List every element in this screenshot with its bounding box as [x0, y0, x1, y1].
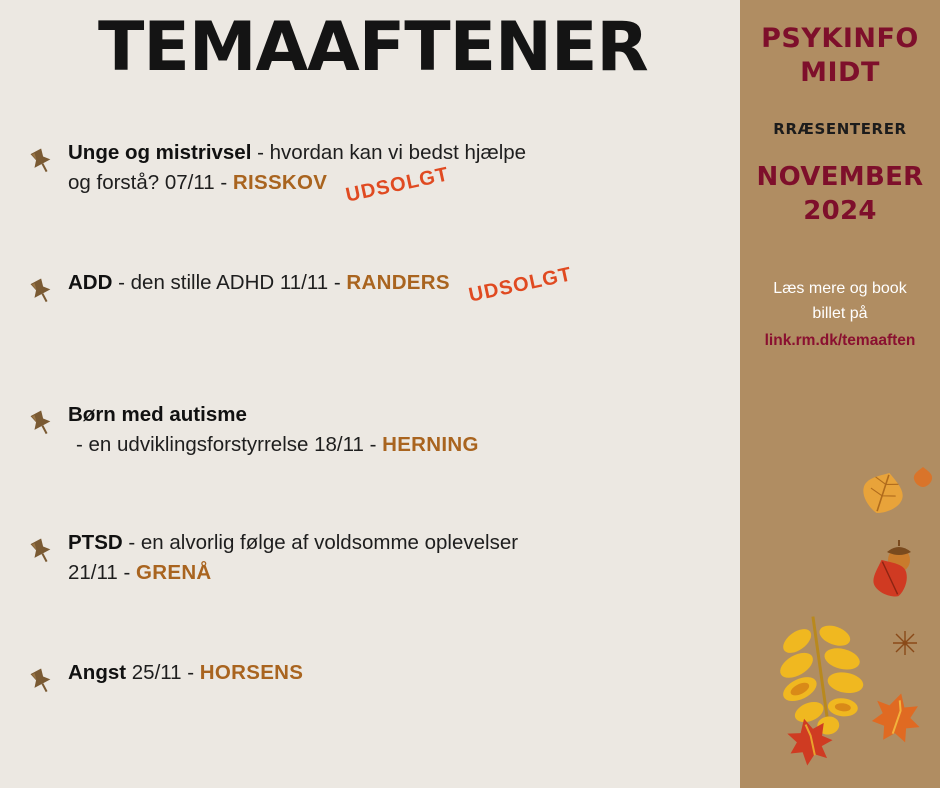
event-detail-cont: 21/11 -: [68, 561, 136, 584]
booking-link[interactable]: link.rm.dk/temaaften: [764, 332, 916, 349]
list-item: [0, 263, 740, 400]
event-title: Angst: [68, 661, 127, 684]
leaf-icon: [786, 716, 834, 771]
presents-label: RRÆSENTERER: [773, 120, 907, 138]
event-line-1: [68, 400, 730, 430]
booking-info: [740, 276, 940, 353]
list-item: [0, 528, 740, 658]
event-location: GRENÅ: [136, 561, 212, 584]
event-title: Børn med autisme: [68, 403, 247, 426]
leaf-icon: [912, 466, 934, 493]
year-label: 2024: [803, 196, 877, 226]
brand-line-1: PSYKINFO: [761, 23, 919, 54]
leaf-icon: [868, 690, 924, 751]
event-detail: - en alvorlig følge af voldsomme oplevelser: [122, 531, 519, 554]
sidebar: [740, 0, 940, 788]
date-block: [740, 160, 940, 228]
event-location: RANDERS: [346, 271, 450, 294]
event-list: [0, 138, 740, 738]
pushpin-icon: [26, 536, 56, 566]
event-location: HORSENS: [199, 661, 304, 684]
event-location: RISSKOV: [232, 171, 328, 194]
event-detail: - den stille ADHD 11/11 -: [112, 271, 347, 294]
pushpin-icon: [26, 666, 56, 696]
status-badge: UDSOLGT: [466, 263, 574, 307]
status-badge: UDSOLGT: [344, 163, 452, 207]
month-label: NOVEMBER: [756, 162, 924, 192]
event-detail-cont: - en udviklingsforstyrrelse 18/11 -: [76, 433, 383, 456]
list-item: [0, 658, 740, 738]
booking-line-2: billet på: [812, 305, 868, 322]
booking-line-1: Læs mere og book: [773, 280, 907, 297]
event-title: PTSD: [68, 531, 123, 554]
event-line-1: [68, 138, 730, 168]
leaf-icon: [868, 556, 912, 605]
event-line-2: [68, 163, 730, 207]
event-detail-cont: og forstå? 07/11 -: [68, 171, 233, 194]
event-line-1: [68, 528, 730, 558]
leaf-icon: [892, 630, 918, 661]
event-line-1: [68, 263, 730, 307]
leaf-icon: [858, 470, 908, 521]
event-line-2: [68, 558, 730, 588]
event-line-1: [68, 658, 730, 688]
brand-title: [740, 22, 940, 90]
list-item: [0, 138, 740, 268]
event-title: Unge og mistrivsel: [68, 141, 252, 164]
event-detail: 25/11 -: [126, 661, 200, 684]
event-detail: - hvordan kan vi bedst hjælpe: [251, 141, 527, 164]
list-item: [0, 400, 740, 528]
event-line-2: [68, 430, 730, 460]
event-title: ADD: [68, 271, 113, 294]
pushpin-icon: [26, 146, 56, 176]
brand-line-2: MIDT: [800, 57, 880, 88]
pushpin-icon: [26, 408, 56, 438]
pushpin-icon: [26, 276, 56, 306]
event-location: HERNING: [382, 433, 479, 456]
page-title: TEMAAFTENER: [98, 8, 648, 87]
